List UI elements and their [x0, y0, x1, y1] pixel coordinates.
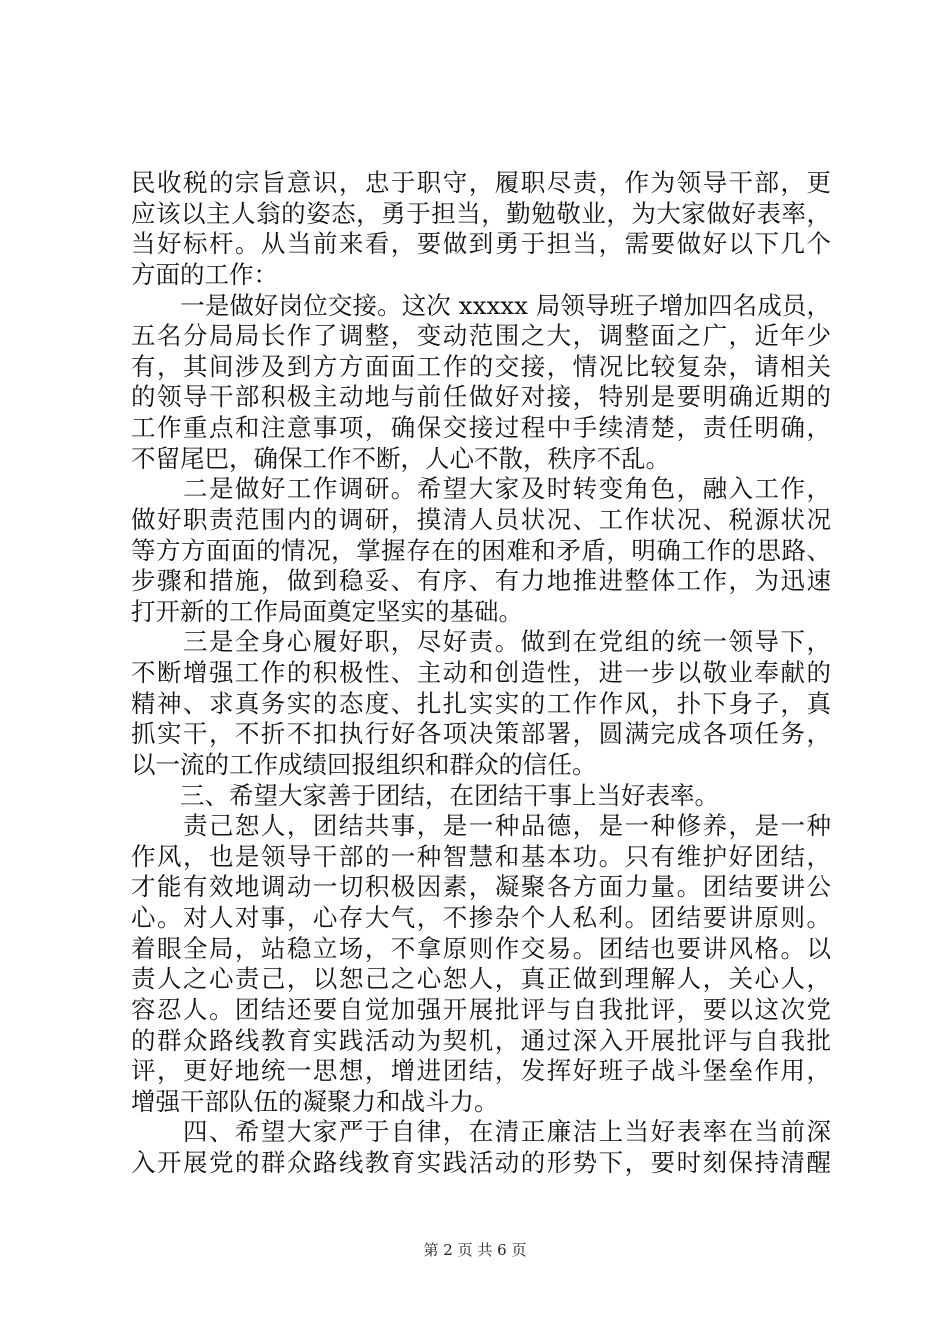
text-line: 四、希望大家严于自律，在清正廉洁上当好表率在当前深: [131, 1117, 831, 1146]
text-line: 步骤和措施，做到稳妥、有序、有力地推进整体工作，为迅速: [131, 566, 831, 595]
text-line: 有，其间涉及到方方面面工作的交接，情况比较复杂，请相关: [131, 352, 831, 381]
page-footer: 第 2 页 共 6 页: [423, 1241, 527, 1259]
text-line: 才能有效地调动一切积极因素，凝聚各方面力量。团结要讲公: [131, 872, 831, 901]
text-line: 精神、求真务实的态度、扎扎实实的工作作风，扑下身子，真: [131, 689, 831, 718]
section-heading: 三、希望大家善于团结，在团结干事上当好表率。: [131, 781, 719, 810]
text-line: 增强干部队伍的凝聚力和战斗力。: [131, 1087, 499, 1116]
text-line: 不断增强工作的积极性、主动和创造性，进一步以敬业奉献的: [131, 658, 831, 687]
text-line: 等方方面面的情况，掌握存在的困难和矛盾，明确工作的思路、: [131, 536, 831, 565]
text-line: 作风，也是领导干部的一种智慧和基本功。只有维护好团结，: [131, 842, 831, 871]
text-line: 评，更好地统一思想，增进团结，发挥好班子战斗堡垒作用，: [131, 1056, 831, 1085]
text-line: 当好标杆。从当前来看，要做到勇于担当，需要做好以下几个: [131, 229, 831, 258]
text-line: 三是全身心履好职，尽好责。做到在党组的统一领导下，: [131, 627, 831, 656]
text-line: 心。对人对事，心存大气，不掺杂个人私利。团结要讲原则。: [131, 903, 831, 932]
text-line: 打开新的工作局面奠定坚实的基础。: [131, 597, 523, 626]
text-line: 责己恕人，团结共事，是一种品德，是一种修养，是一种: [131, 811, 831, 840]
text-line: 着眼全局，站稳立场，不拿原则作交易。团结也要讲风格。以: [131, 934, 831, 963]
text-line: 一是做好岗位交接。这次 xxxxx 局领导班子增加四名成员，: [131, 291, 831, 320]
text-line: 五名分局局长作了调整，变动范围之大，调整面之广，近年少: [131, 321, 831, 350]
text-line: 入开展党的群众路线教育实践活动的形势下，要时刻保持清醒: [131, 1148, 831, 1177]
text-line: 的领导干部积极主动地与前任做好对接，特别是要明确近期的: [131, 382, 831, 411]
text-line: 的群众路线教育实践活动为契机，通过深入开展批评与自我批: [131, 1026, 831, 1055]
text-line: 二是做好工作调研。希望大家及时转变角色，融入工作，: [131, 474, 831, 503]
text-line: 应该以主人翁的姿态，勇于担当，勤勉敬业，为大家做好表率，: [131, 199, 831, 228]
text-line: 抓实干，不折不扣执行好各项决策部署，圆满完成各项任务，: [131, 719, 831, 748]
text-line: 方面的工作：: [131, 260, 278, 289]
text-line: 以一流的工作成绩回报组织和群众的信任。: [131, 750, 597, 779]
text-line: 民收税的宗旨意识，忠于职守，履职尽责，作为领导干部，更: [131, 168, 831, 197]
text-line: 不留尾巴，确保工作不断，人心不散，秩序不乱。: [131, 444, 670, 473]
text-line: 责人之心责己，以恕己之心恕人，真正做到理解人，关心人，: [131, 964, 831, 993]
text-line: 容忍人。团结还要自觉加强开展批评与自我批评，要以这次党: [131, 995, 831, 1024]
text-line: 工作重点和注意事项，确保交接过程中手续清楚，责任明确，: [131, 413, 831, 442]
text-line: 做好职责范围内的调研，摸清人员状况、工作状况、税源状况: [131, 505, 831, 534]
